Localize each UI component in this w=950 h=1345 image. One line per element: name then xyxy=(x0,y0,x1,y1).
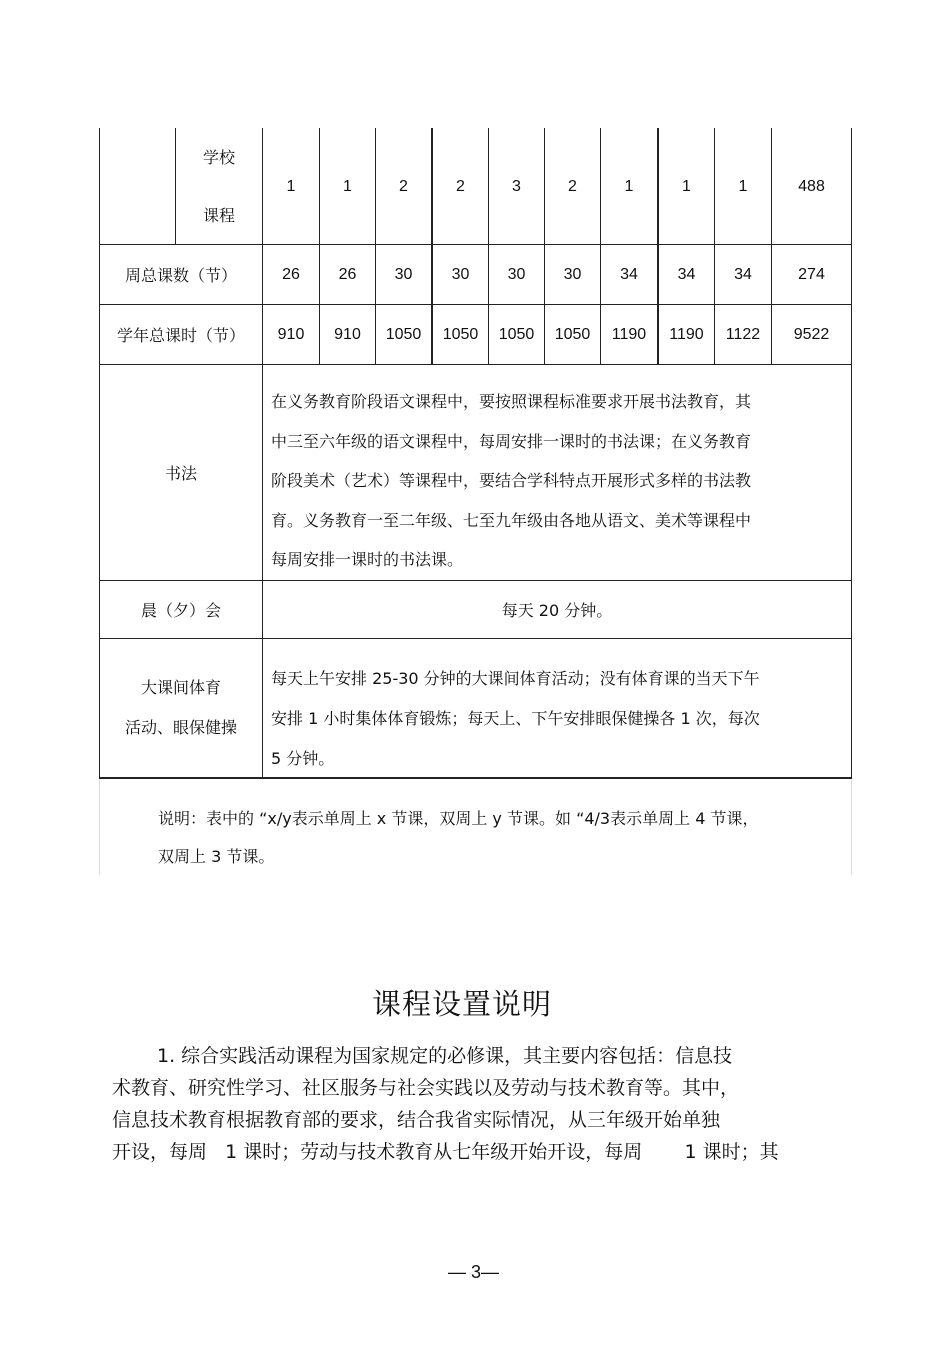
row-school-label-line1: 学校 xyxy=(202,147,235,167)
row-yearly-value: 1050 xyxy=(554,325,591,343)
calligraphy-line: 育。义务教育一至二年级、七至九年级由各地从语文、美术等课程中 xyxy=(271,510,752,530)
row-school-value: 1 xyxy=(738,177,748,195)
row-yearly-value: 1190 xyxy=(669,325,704,343)
calligraphy-line: 每周安排一课时的书法课。 xyxy=(271,550,464,569)
row-weekly-value: 30 xyxy=(451,265,470,283)
row-exercise-label xyxy=(100,639,262,777)
note-line-2: 双周上 3 节课。 xyxy=(158,847,275,866)
row-yearly-label: 学年总课时（节） xyxy=(116,326,245,345)
note-line-1: 说明：表中的 “x/y表示单周上 x 节课，双周上 y 节课。如 “4/3表示单周上 4 节课， xyxy=(158,809,759,828)
row-yearly-value: 1050 xyxy=(442,325,479,343)
row-school-value: 2 xyxy=(568,177,577,195)
section-line: 信息技术教育根据教育部的要求，结合我省实际情况，从三年级开始单独 xyxy=(112,1109,721,1131)
row-calligraphy-label: 书法 xyxy=(164,464,197,483)
exercise-line: 5 分钟。 xyxy=(271,749,335,768)
row-yearly-value: 1050 xyxy=(498,325,535,343)
row-school-value: 2 xyxy=(456,177,465,195)
row-weekly-value: 26 xyxy=(282,265,300,283)
row-school-label-line2: 课程 xyxy=(202,205,235,225)
row-weekly-total: 274 xyxy=(798,265,825,283)
row-weekly-value: 34 xyxy=(620,265,638,283)
row-yearly-value: 910 xyxy=(334,325,361,343)
row-calligraphy-text xyxy=(271,382,751,580)
row-weekly-value: 26 xyxy=(338,265,357,283)
page-number: — 3— xyxy=(448,1262,500,1282)
exercise-line: 安排 1 小时集体体育锻炼；每天上、下午安排眼保健操各 1 次，每次 xyxy=(271,709,760,728)
section-title: 课程设置说明 xyxy=(372,987,553,1021)
row-yearly-value: 1190 xyxy=(611,325,647,343)
row-weekly-value: 34 xyxy=(677,265,696,283)
section-line: 术教育、研究性学习、社区服务与社会实践以及劳动与技术教育等。其中， xyxy=(112,1077,740,1099)
row-meeting-label: 晨（夕）会 xyxy=(140,601,221,620)
row-yearly-total: 9522 xyxy=(793,325,830,343)
row-school-value: 1 xyxy=(343,177,352,195)
row-school-value: 2 xyxy=(399,177,408,195)
row-weekly-value: 30 xyxy=(394,265,413,283)
row-school-label xyxy=(176,128,262,245)
row-school-total: 488 xyxy=(798,177,825,195)
row-weekly-value: 34 xyxy=(734,265,752,283)
row-school-value: 1 xyxy=(286,177,296,195)
row-exercise-label-line1: 大课间体育 xyxy=(140,678,221,697)
row-yearly-value: 1050 xyxy=(385,325,422,343)
row-school-value: 1 xyxy=(624,177,634,195)
row-exercise-text xyxy=(271,659,760,779)
calligraphy-line: 阶段美术（艺术）等课程中，要结合学科特点开展形式多样的书法教 xyxy=(271,471,752,490)
table-note xyxy=(158,800,758,876)
exercise-line: 每天上午安排 25-30 分钟的大课间体育活动；没有体育课的当天下午 xyxy=(271,669,760,688)
calligraphy-line: 中三至六年级的语文课程中，每周安排一课时的书法课；在义务教育 xyxy=(271,431,752,451)
row-meeting-text: 每天 20 分钟。 xyxy=(501,601,613,620)
row-weekly-value: 30 xyxy=(563,265,582,283)
section-line: 开设，每周 1 课时；劳动与技术教育从七年级开始开设，每周 1 课时；其 xyxy=(112,1141,779,1163)
section-body xyxy=(112,1040,779,1168)
row-yearly-value: 910 xyxy=(277,325,305,343)
section-line: 1. 综合实践活动课程为国家规定的必修课，其主要内容包括：信息技 xyxy=(157,1045,733,1067)
calligraphy-line: 在义务教育阶段语文课程中，要按照课程标准要求开展书法教育，其 xyxy=(271,392,752,411)
row-yearly-value: 1122 xyxy=(725,325,761,343)
row-weekly-label: 周总课数（节） xyxy=(124,266,237,285)
row-school-value: 3 xyxy=(512,177,521,195)
row-school-value: 1 xyxy=(682,177,691,195)
row-weekly-value: 30 xyxy=(507,265,526,283)
row-exercise-label-line2: 活动、眼保健操 xyxy=(124,718,237,737)
